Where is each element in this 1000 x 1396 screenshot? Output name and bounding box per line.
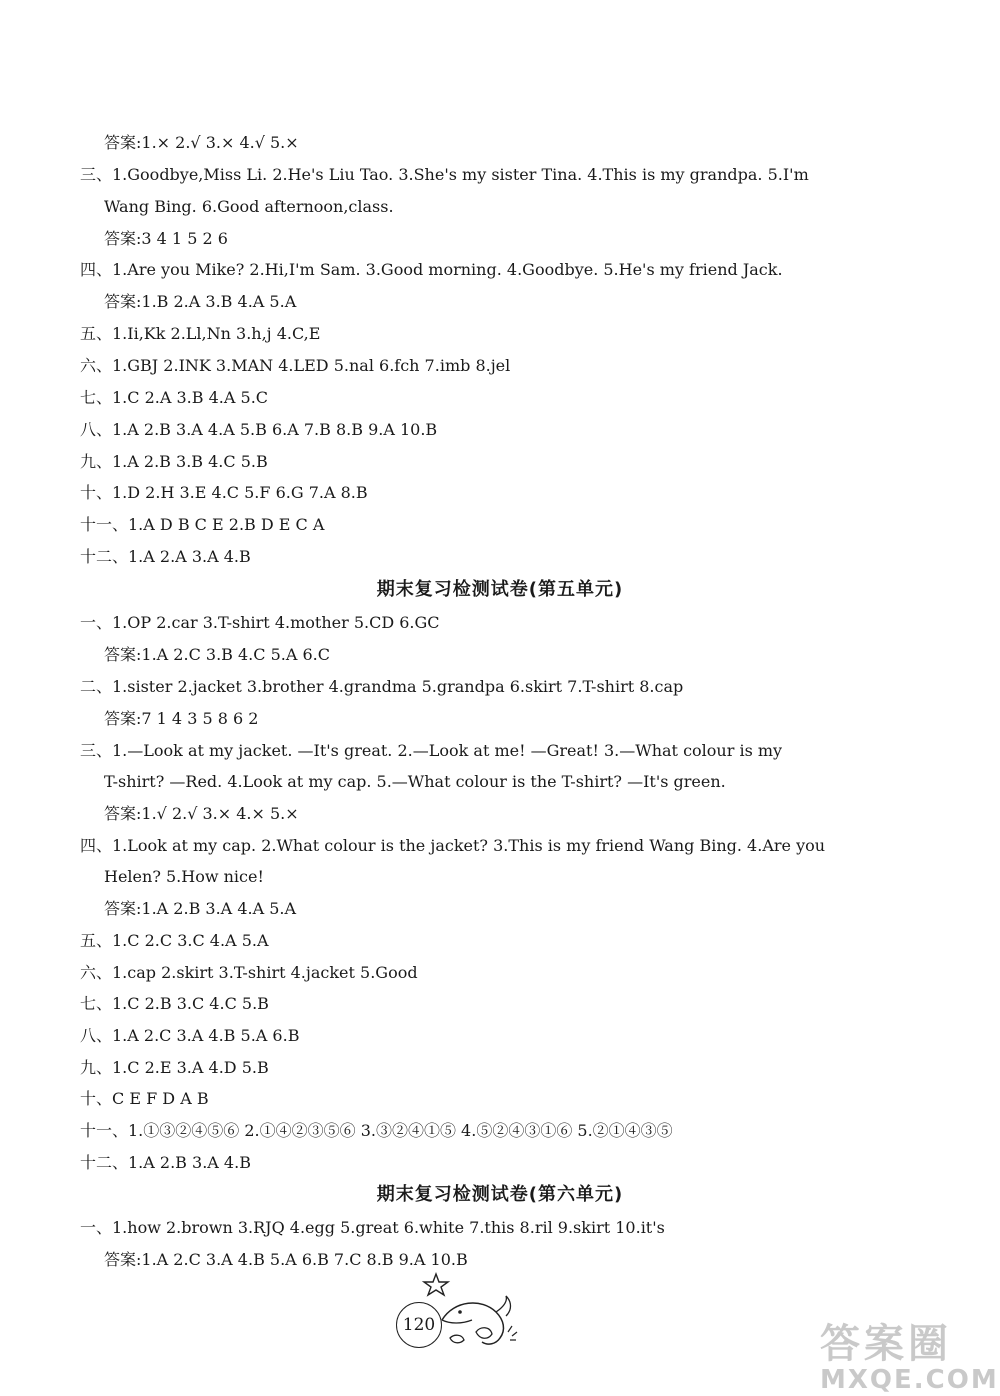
text-line: 答案:1.A 2.C 3.B 4.C 5.A 6.C: [104, 645, 331, 664]
text-line: 四、1.Are you Mike? 2.Hi,I'm Sam. 3.Good morning. 4.Goodbye. 5.He's my friend Jack.: [80, 260, 783, 279]
text-line: 七、1.C 2.A 3.B 4.A 5.C: [80, 388, 269, 407]
text-line: 十、C E F D A B: [80, 1089, 209, 1108]
text-line: 六、1.GBJ 2.INK 3.MAN 4.LED 5.nal 6.fch 7.imb 8.jel: [80, 356, 511, 375]
text-line: 三、1.—Look at my jacket. —It's great. 2.—Look at me! —Great! 3.—What colour is my: [80, 741, 783, 760]
text-line: 一、1.how 2.brown 3.RJQ 4.egg 5.great 6.white 7.this 8.ril 9.skirt 10.it's: [80, 1218, 665, 1237]
page-number: 120: [396, 1302, 442, 1348]
text-line: Helen? 5.How nice!: [104, 867, 264, 886]
text-line: 十、1.D 2.H 3.E 4.C 5.F 6.G 7.A 8.B: [80, 483, 368, 502]
text-line: 五、1.C 2.C 3.C 4.A 5.A: [80, 931, 269, 950]
text-line: 九、1.C 2.E 3.A 4.D 5.B: [80, 1058, 269, 1077]
text-line: 答案:1.A 2.B 3.A 4.A 5.A: [104, 899, 297, 918]
text-line: 答案:3 4 1 5 2 6: [104, 229, 228, 248]
text-line: 十二、1.A 2.A 3.A 4.B: [80, 547, 251, 566]
watermark-text: 答案圈: [820, 1321, 952, 1367]
text-line: 十一、1.①③②④⑤⑥ 2.①④②③⑤⑥ 3.③②④①⑤ 4.⑤②④③①⑥ 5.②①④③⑤: [80, 1121, 673, 1140]
text-line: 一、1.OP 2.car 3.T-shirt 4.mother 5.CD 6.GC: [80, 613, 440, 632]
text-line: 五、1.Ii,Kk 2.Ll,Nn 3.h,j 4.C,E: [80, 324, 321, 343]
text-line: 七、1.C 2.B 3.C 4.C 5.B: [80, 994, 269, 1013]
text-line: 九、1.A 2.B 3.B 4.C 5.B: [80, 452, 268, 471]
text-line: 八、1.A 2.B 3.A 4.A 5.B 6.A 7.B 8.B 9.A 10.B: [80, 420, 438, 439]
section-heading-unit6: 期末复习检测试卷(第六单元): [376, 1184, 624, 1205]
text-line: 十二、1.A 2.B 3.A 4.B: [80, 1153, 251, 1172]
text-line: 答案:1.√ 2.√ 3.× 4.× 5.×: [104, 804, 299, 823]
text-line: 答案:1.A 2.C 3.A 4.B 5.A 6.B 7.C 8.B 9.A 10.B: [104, 1250, 468, 1269]
text-line: Wang Bing. 6.Good afternoon,class.: [104, 197, 394, 216]
text-line: 六、1.cap 2.skirt 3.T-shirt 4.jacket 5.Good: [80, 963, 418, 982]
text-line: 三、1.Goodbye,Miss Li. 2.He's Liu Tao. 3.She's my sister Tina. 4.This is my grandpa. 5.I'm: [80, 165, 809, 184]
text-line: 二、1.sister 2.jacket 3.brother 4.grandma 5.grandpa 6.skirt 7.T-shirt 8.cap: [80, 677, 684, 696]
section-heading-unit5: 期末复习检测试卷(第五单元): [376, 579, 624, 600]
text-line: 答案:7 1 4 3 5 8 6 2: [104, 709, 259, 728]
text-line: 答案:1.B 2.A 3.B 4.A 5.A: [104, 292, 297, 311]
text-line: 八、1.A 2.C 3.A 4.B 5.A 6.B: [80, 1026, 300, 1045]
watermark-url: MXQE.COM: [820, 1365, 999, 1395]
text-line: 十一、1.A D B C E 2.B D E C A: [80, 515, 325, 534]
watermark: [820, 1322, 999, 1394]
text-line: T-shirt? —Red. 4.Look at my cap. 5.—What colour is the T-shirt? —It's green.: [104, 772, 726, 791]
text-line: 答案:1.× 2.√ 3.× 4.√ 5.×: [104, 133, 299, 152]
text-line: 四、1.Look at my cap. 2.What colour is the jacket? 3.This is my friend Wang Bing. 4.Are you: [80, 836, 826, 855]
